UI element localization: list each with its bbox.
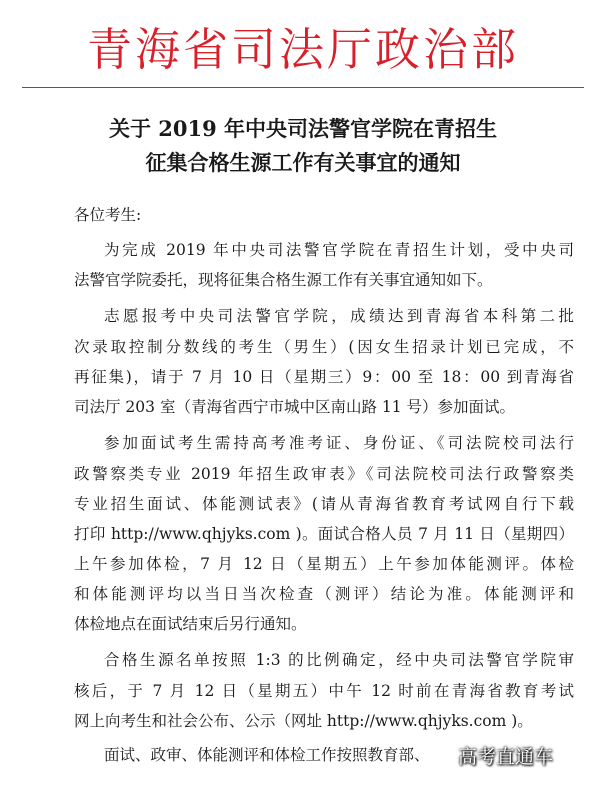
organization-header: 青海省司法厅政治部 — [86, 23, 519, 76]
body-line: 打印 http://www.qhjyks.com )。面试合格人员 7 月 11 日（星期四） — [74, 525, 574, 543]
body-line: 次录取控制分数线的考生（男生）(因女生招录计划已完成，不 — [74, 338, 574, 356]
document-title-line-1: 关于 2019 年中央司法警官学院在青招生 — [108, 116, 498, 141]
body-line: 法警官学院委托，现将征集合格生源工作有关事宜通知如下。 — [74, 271, 493, 289]
body-line: 再征集)，请于 7 月 10 日（星期三）9：00 至 18：00 到青海省 — [74, 368, 574, 386]
document-title-line-2: 征集合格生源工作有关事宜的通知 — [145, 150, 461, 175]
body-line: 上午参加体检，7 月 12 日（星期五）上午参加体能测评。体检 — [74, 555, 574, 573]
body-line: 为完成 2019 年中央司法警官学院在青招生计划，受中央司 — [104, 241, 574, 259]
body-line: 体检地点在面试结束后另行通知。 — [74, 615, 307, 633]
body-line: 专业招生面试、体能测试表》(请从青海省教育考试网自行下载 — [74, 495, 574, 513]
body-line: 核后，于 7 月 12 日（星期五）中午 12 时前在青海省教育考试 — [74, 682, 574, 700]
body-line: 政警察类专业 2019 年招生政审表》《司法院校司法行政警察类 — [74, 465, 574, 483]
salutation: 各位考生: — [74, 206, 142, 224]
body-line: 志愿报考中央司法警官学院，成绩达到青海省本科第二批 — [104, 307, 574, 325]
body-line: 网上向考生和社会公布、公示（网址 http://www.qhjyks.com )。 — [74, 712, 533, 730]
body-line: 司法厅 203 室（青海省西宁市城中区南山路 11 号）参加面试。 — [74, 398, 516, 416]
body-line: 参加面试考生需持高考准考证、身份证、《司法院校司法行 — [104, 434, 574, 452]
body-line: 和体能测评均以当日当次检查（测评）结论为准。体能测评和 — [74, 585, 574, 603]
header-divider — [22, 87, 584, 88]
watermark-label: 高考直通车 — [458, 746, 554, 768]
body-line: 面试、政审、体能测评和体检工作按照教育部、 — [104, 746, 430, 764]
body-line: 合格生源名单按照 1:3 的比例确定，经中央司法警官学院审 — [104, 651, 574, 669]
